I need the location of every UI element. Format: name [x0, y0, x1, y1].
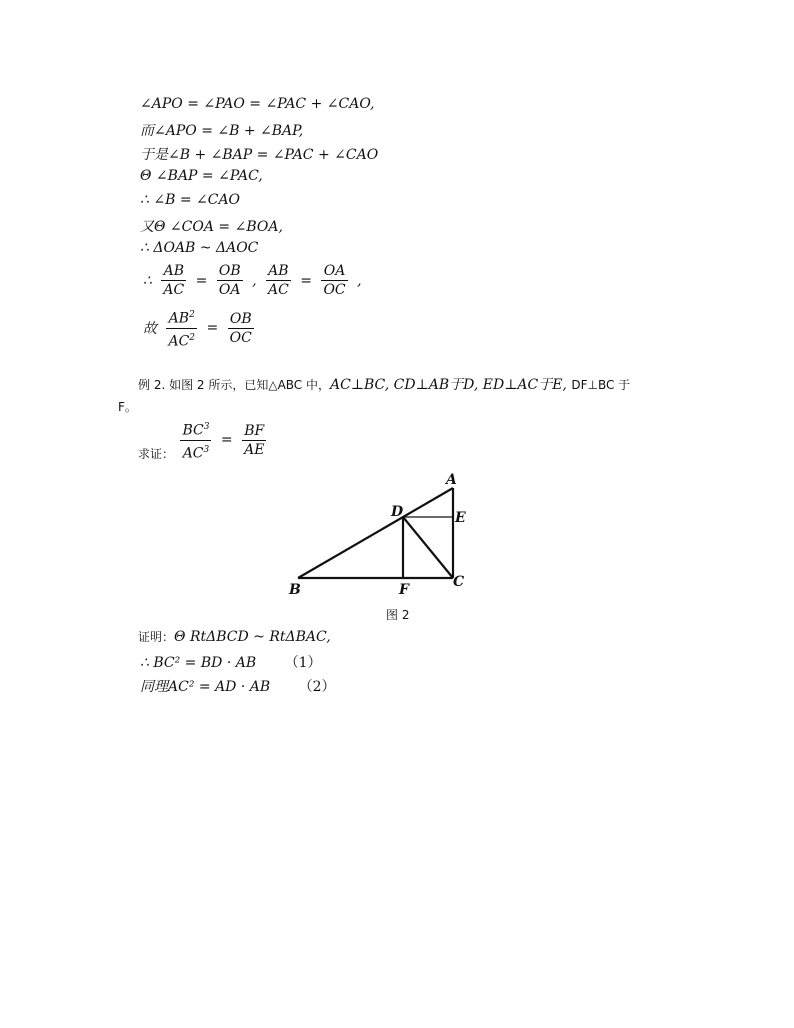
segment-dc — [403, 517, 453, 578]
equation-tag-1: （1） — [284, 655, 322, 671]
fraction: $\frac{AB^2}{AC^2}$ — [166, 306, 197, 350]
prove-label: 求证： — [138, 447, 175, 462]
label-f: F — [399, 582, 409, 598]
fraction: $\frac{BC^3}{AC^3}$ — [180, 418, 211, 462]
example-wrap: F。 — [118, 400, 137, 414]
proof-line-6: 又Θ ∠COA = ∠BOA, — [140, 219, 283, 235]
label-d: D — [391, 504, 404, 520]
label-e: E — [455, 510, 466, 526]
fraction: $\frac{AB}{AC}$ — [163, 263, 185, 298]
proof-line-8: ∴ $\frac{AB}{AC}$ = $\frac{OB}{OA}$ , $\frac{AB}{AC}$ = $\frac{OA}{OC}$ , — [143, 263, 362, 298]
equation-tag-2: （2） — [298, 679, 336, 695]
example-conditions: AC⊥BC, CD⊥AB于D, ED⊥AC于E, — [330, 377, 567, 393]
proof-line-5: ∴ ∠B = ∠CAO — [140, 192, 241, 208]
segment-ba — [298, 488, 453, 578]
label-a: A — [446, 472, 457, 488]
fraction: $\frac{OB}{OC}$ — [229, 310, 252, 346]
figure-caption: 图 2 — [386, 608, 410, 622]
fraction: $\frac{AB}{AC}$ — [267, 263, 289, 298]
fraction: $\frac{BF}{AE}$ — [244, 422, 265, 458]
proof-bottom-line-2: ∴ BC² = BD · AB （1） — [140, 655, 322, 671]
proof-line-2: 而∠APO = ∠B + ∠BAP, — [140, 123, 304, 139]
label-c: C — [453, 574, 465, 590]
example-intro: 例 2. 如图 2 所示，已知△ABC 中， — [138, 378, 330, 392]
therefore-symbol: ∴ — [143, 272, 152, 289]
proof-line-9: 故 $\frac{AB^2}{AC^2}$ = $\frac{OB}{OC}$ — [140, 306, 256, 350]
example-condition-end: DF⊥BC 于 — [571, 378, 631, 392]
proof-bottom-line-3: 同理AC² = AD · AB （2） — [140, 679, 336, 695]
triangle-figure — [285, 470, 485, 600]
proof-line-4: Θ ∠BAP = ∠PAC, — [140, 168, 263, 184]
proof-bottom-line-1: 证明：Θ RtΔBCD ~ RtΔBAC, — [138, 629, 331, 645]
label-b: B — [289, 582, 301, 598]
example-statement — [138, 374, 630, 394]
proof-line-3: 于是∠B + ∠BAP = ∠PAC + ∠CAO — [140, 147, 379, 163]
proof-line-1: ∠APO = ∠PAO = ∠PAC + ∠CAO, — [140, 96, 375, 112]
proof-label: 证明： — [138, 630, 175, 644]
proof-line-7: ∴ ΔOAB ~ ΔAOC — [140, 240, 259, 256]
prove-statement: 求证： $\frac{BC^3}{AC^3}$ = $\frac{BF}{AE}$ — [138, 418, 268, 462]
fraction: $\frac{OA}{OC}$ — [323, 263, 346, 298]
fraction: $\frac{OB}{OA}$ — [218, 263, 241, 298]
